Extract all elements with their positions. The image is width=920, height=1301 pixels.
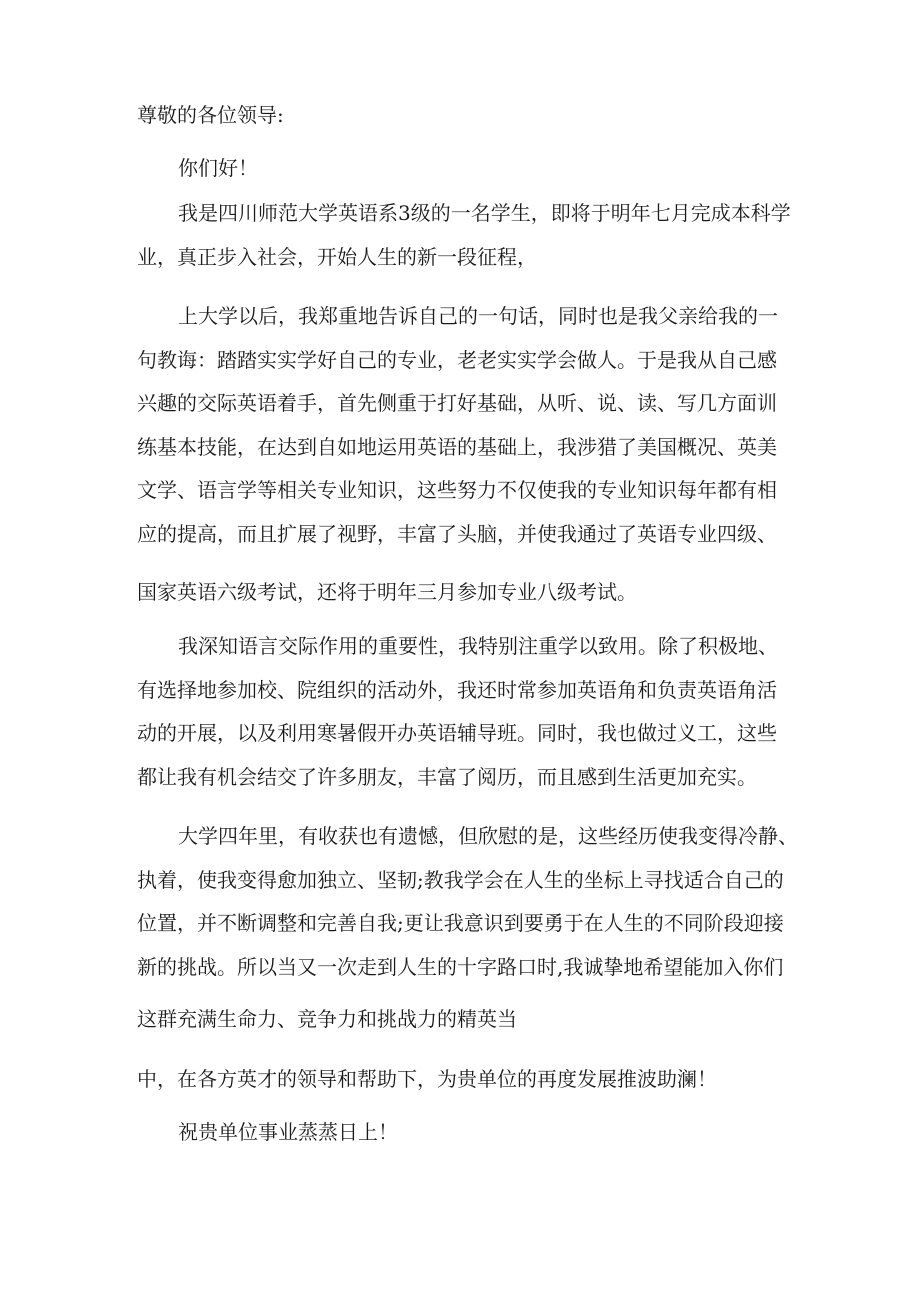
paragraph-line: 位置，并不断调整和完善自我;更让我意识到要勇于在人生的不同阶段迎接 [137, 911, 784, 935]
paragraph-line: 业，真正步入社会，开始人生的新一段征程， [137, 245, 537, 269]
paragraph-line: 中，在各方英才的领导和帮助下，为贵单位的再度发展推波助澜！ [137, 1067, 717, 1091]
closing-line: 祝贵单位事业蒸蒸日上！ [178, 1120, 398, 1144]
paragraph-line: 都让我有机会结交了许多朋友，丰富了阅历，而且感到生活更加充实。 [137, 765, 757, 789]
paragraph-line: 我是四川师范大学英语系3级的一名学生，即将于明年七月完成本科学 [178, 201, 791, 225]
paragraph-line: 有选择地参加校、院组织的活动外，我还时常参加英语角和负责英语角活 [137, 678, 777, 702]
paragraph-line: 我深知语言交际作用的重要性，我特别注重学以致用。除了积极地、 [178, 634, 778, 658]
paragraph-line: 上大学以后，我郑重地告诉自己的一句话，同时也是我父亲给我的一 [178, 304, 778, 328]
greeting: 你们好！ [178, 156, 258, 180]
paragraph-line: 句教诲：踏踏实实学好自己的专业，老老实实学会做人。于是我从自己感 [137, 348, 777, 372]
paragraph-line: 大学四年里，有收获也有遗憾，但欣慰的是，这些经历使我变得冷静、 [178, 824, 798, 848]
paragraph-line: 练基本技能，在达到自如地运用英语的基础上，我涉猎了美国概况、英美 [137, 435, 777, 459]
paragraph-line: 应的提高，而且扩展了视野，丰富了头脑，并使我通过了英语专业四级、 [137, 522, 777, 546]
paragraph-line: 文学、语言学等相关专业知识，这些努力不仅使我的专业知识每年都有相 [137, 478, 777, 502]
paragraph-line: 兴趣的交际英语着手，首先侧重于打好基础，从听、说、读、写几方面训 [137, 391, 777, 415]
paragraph-line: 这群充满生命力、竞争力和挑战力的精英当 [137, 1007, 517, 1031]
paragraph-line: 新的挑战。所以当又一次走到人生的十字路口时,我诚挚地希望能加入你们 [137, 955, 784, 979]
salutation: 尊敬的各位领导: [137, 103, 284, 127]
paragraph-line: 国家英语六级考试，还将于明年三月参加专业八级考试。 [137, 580, 637, 604]
paragraph-line: 动的开展，以及利用寒暑假开办英语辅导班。同时，我也做过义工，这些 [137, 721, 777, 745]
paragraph-line: 执着，使我变得愈加独立、坚韧;教我学会在人生的坐标上寻找适合自己的 [137, 868, 784, 892]
